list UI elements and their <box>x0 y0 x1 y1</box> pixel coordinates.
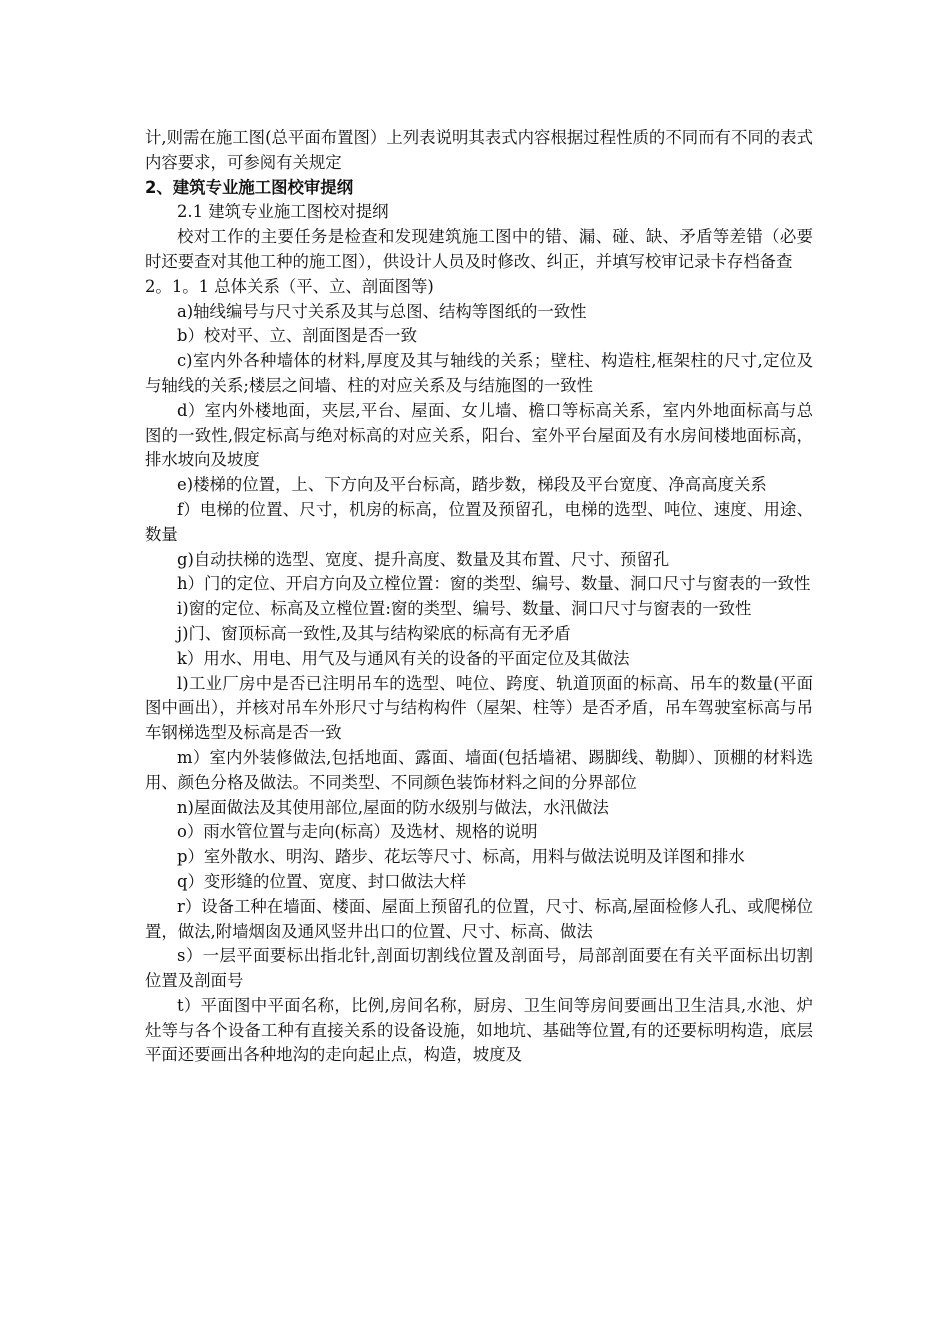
paragraph: 校对工作的主要任务是检查和发现建筑施工图中的错、漏、碰、缺、矛盾等差错（必要时还要查对其他工种的施工图），供设计人员及时修改、纠正，并填写校审记录卡存档备查 <box>145 227 813 271</box>
paragraph: j)门、窗顶标高一致性,及其与结构梁底的标高有无矛盾 <box>177 623 571 643</box>
paragraph: 2.1 建筑专业施工图校对提纲 <box>177 202 389 222</box>
paragraph: 2。1。1 总体关系（平、立、剖面图等) <box>145 276 434 296</box>
paragraph: h）门的定位、开启方向及立樘位置：窗的类型、编号、数量、洞口尺寸与窗表的一致性 <box>177 574 811 594</box>
paragraph: l)工业厂房中是否已注明吊车的选型、吨位、跨度、轨道顶面的标高、吊车的数量(平面图中画出），并核对吊车外形尺寸与结构构件（屋架、柱等）是否矛盾，吊车驾驶室标高与吊车钢梯选型及标高是否一致 <box>145 673 813 743</box>
paragraph: f）电梯的位置、尺寸，机房的标高，位置及预留孔，电梯的选型、吨位、速度、用途、数量 <box>145 499 813 544</box>
paragraph: e)楼梯的位置，上、下方向及平台标高，踏步数，梯段及平台宽度、净高高度关系 <box>177 475 767 495</box>
paragraph: i)窗的定位、标高及立樘位置:窗的类型、编号、数量、洞口尺寸与窗表的一致性 <box>177 599 752 619</box>
paragraph: o）雨水管位置与走向(标高）及选材、规格的说明 <box>177 822 538 842</box>
paragraph: a)轴线编号与尺寸关系及其与总图、结构等图纸的一致性 <box>177 301 587 321</box>
paragraph: c)室内外各种墙体的材料,厚度及其与轴线的关系；壁柱、构造柱,框架柱的尺寸,定位及与轴线的关系;楼层之间墙、柱的对应关系及与结施图的一致性 <box>145 351 813 395</box>
paragraph: m）室内外装修做法,包括地面、露面、墙面(包括墙裙、踢脚线、勒脚）、顶棚的材料选用、颜色分格及做法。不同类型、不同颜色装饰材料之间的分界部位 <box>145 747 813 792</box>
paragraph: n)屋面做法及其使用部位,屋面的防水级别与做法，水汛做法 <box>177 797 609 817</box>
paragraph: r）设备工种在墙面、楼面、屋面上预留孔的位置，尺寸、标高,屋面检修人孔、或爬梯位置，做法,附墙烟囱及通风竖井出口的位置、尺寸、标高、做法 <box>145 896 813 941</box>
paragraph: s）一层平面要标出指北针,剖面切割线位置及剖面号，局部剖面要在有关平面标出切割位置及剖面号 <box>145 946 813 991</box>
paragraph: g)自动扶梯的选型、宽度、提升高度、数量及其布置、尺寸、预留孔 <box>177 549 670 569</box>
paragraph: p）室外散水、明沟、踏步、花坛等尺寸、标高，用料与做法说明及详图和排水 <box>177 847 745 867</box>
paragraph: 计,则需在施工图(总平面布置图）上列表说明其表式内容根据过程性质的不同而有不同的表式内容要求，可参阅有关规定 <box>145 128 813 172</box>
paragraph: k）用水、用电、用气及与通风有关的设备的平面定位及其做法 <box>177 648 630 668</box>
paragraph: t）平面图中平面名称，比例,房间名称，厨房、卫生间等房间要画出卫生洁具,水池、炉灶等与各个设备工种有直接关系的设备设施，如地坑、基础等位置,有的还要标明构造，底层平面还要画出各种地沟的走向起止点，构造，坡度及 <box>145 995 813 1065</box>
section-heading: 2、建筑专业施工图校审提纲 <box>145 177 354 197</box>
paragraph: b）校对平、立、剖面图是否一致 <box>177 326 417 346</box>
paragraph: q）变形缝的位置、宽度、封口做法大样 <box>177 871 467 891</box>
paragraph: d）室内外楼地面，夹层,平台、屋面、女儿墙、檐口等标高关系，室内外地面标高与总图的一致性,假定标高与绝对标高的对应关系，阳台、室外平台屋面及有水房间楼地面标高，排水坡向及坡度 <box>145 400 813 470</box>
document-body <box>145 126 813 1068</box>
